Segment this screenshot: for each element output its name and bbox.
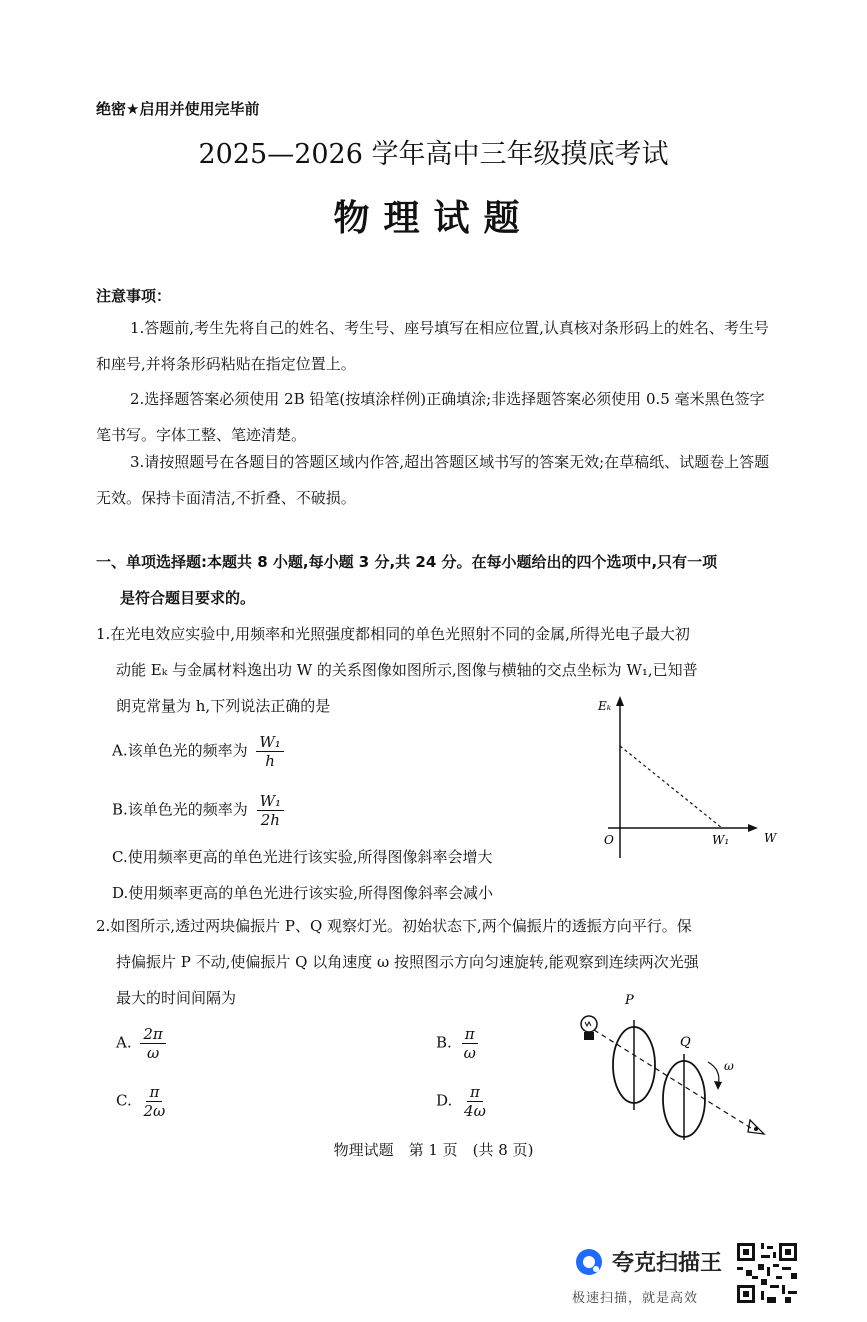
q2-option-a[interactable]	[116, 1025, 166, 1062]
q2-option-d-numerator: π	[467, 1083, 483, 1102]
q2-option-d-denominator: 4ω	[464, 1102, 486, 1120]
watermark-app-name: 夸克扫描王	[612, 1251, 723, 1276]
q1-option-c[interactable]: C.使用频率更高的单色光进行该实验,所得图像斜率会增大	[112, 848, 493, 866]
q1-option-a-denominator: h	[265, 752, 275, 770]
section-heading-line2: 是符合题目要求的。	[120, 589, 256, 607]
quark-logo-icon	[574, 1247, 604, 1277]
q2-option-a-fraction	[140, 1025, 165, 1062]
q2-option-b-letter: B.	[436, 1033, 452, 1052]
q1-ek-w-graph	[590, 690, 780, 870]
note-item-3: 3.请按照题号在各题目的答题区域内作答,超出答题区域书写的答案无效;在草稿纸、试题卷上答题无效。保持卡面清洁,不折叠、不破损。	[96, 453, 770, 507]
graph-x-arrow-icon	[748, 824, 758, 832]
exam-title: 2025—2026 学年高中三年级摸底考试	[198, 139, 669, 170]
page-footer: 物理试题 第 1 页 (共 8 页)	[333, 1141, 534, 1159]
q1-line1: 1.在光电效应实验中,用频率和光照强度都相同的单色光照射不同的金属,所得光电子最大初	[96, 625, 690, 643]
q2-option-b-numerator: π	[462, 1025, 478, 1044]
graph-line	[620, 746, 722, 828]
q2-line1: 2.如图所示,透过两块偏振片 P、Q 观察灯光。初始状态下,两个偏振片的透振方向平行。保	[96, 917, 692, 935]
q1-option-b-text: B.该单色光的频率为	[112, 800, 248, 819]
q2-option-b[interactable]	[436, 1025, 479, 1062]
label-p: P	[625, 993, 634, 1008]
q2-option-a-numerator: 2π	[140, 1025, 165, 1044]
q2-line3: 最大的时间间隔为	[116, 989, 237, 1007]
q1-option-a-text: A.该单色光的频率为	[112, 741, 248, 760]
q1-option-a-numerator: W₁	[256, 733, 283, 752]
q2-option-d-letter: D.	[436, 1091, 453, 1110]
graph-x-label: W	[764, 831, 777, 845]
graph-intercept-label: W₁	[712, 833, 730, 847]
q1-option-b[interactable]	[112, 792, 284, 829]
notes-heading: 注意事项：	[96, 287, 172, 305]
q2-option-a-denominator: ω	[146, 1044, 160, 1062]
q2-option-d[interactable]	[436, 1083, 489, 1120]
graph-y-arrow-icon	[616, 696, 624, 706]
q1-option-d[interactable]: D.使用频率更高的单色光进行该实验,所得图像斜率会减小	[112, 884, 494, 902]
q1-option-b-fraction	[257, 792, 284, 829]
q1-option-b-numerator: W₁	[257, 792, 284, 811]
q2-option-c-numerator: π	[146, 1083, 162, 1102]
note-item-1: 1.答题前,考生先将自己的姓名、考生号、座号填写在相应位置,认真核对条形码上的姓名、考生号和座号,并将条形码粘贴在指定位置上。	[96, 319, 769, 373]
q2-option-c[interactable]	[116, 1083, 168, 1120]
q2-option-c-letter: C.	[116, 1091, 132, 1110]
q2-polarizer-figure	[572, 990, 777, 1140]
subject-title: 物理试题	[333, 197, 534, 239]
q1-option-a-fraction	[256, 733, 283, 770]
q2-line2: 持偏振片 P 不动,使偏振片 Q 以角速度 ω 按照图示方向匀速旋转,能观察到连续两次光强	[116, 953, 699, 971]
label-q: Q	[680, 1035, 691, 1050]
graph-origin-label: O	[604, 833, 614, 847]
qr-code-icon	[734, 1240, 800, 1306]
watermark-slogan: 极速扫描，就是高效	[572, 1291, 699, 1306]
q2-option-d-fraction	[461, 1083, 489, 1120]
lamp-icon	[581, 1016, 597, 1040]
eye-icon	[748, 1120, 764, 1134]
q2-option-a-letter: A.	[116, 1033, 132, 1052]
note-item-2: 2.选择题答案必须使用 2B 铅笔(按填涂样例)正确填涂;非选择题答案必须使用 0.5 毫米黑色签字笔书写。字体工整、笔迹清楚。	[96, 390, 765, 444]
q1-option-b-denominator: 2h	[260, 811, 280, 829]
q2-option-c-fraction	[141, 1083, 169, 1120]
rotation-arrowhead-icon	[714, 1081, 722, 1090]
q1-line3: 朗克常量为 h,下列说法正确的是	[116, 697, 331, 715]
section-heading	[96, 544, 780, 616]
confidential-label: 绝密★启用并使用完毕前	[96, 100, 260, 118]
q2-option-c-denominator: 2ω	[143, 1102, 166, 1120]
graph-y-label: Eₖ	[598, 699, 612, 713]
q2-option-b-denominator: ω	[463, 1044, 476, 1062]
label-omega: ω	[724, 1059, 734, 1073]
section-heading-line1: 一、单项选择题:本题共 8 小题,每小题 3 分,共 24 分。在每小题给出的四个选项中,只有一项	[96, 553, 718, 571]
q1-line2: 动能 Eₖ 与金属材料逸出功 W 的关系图像如图所示,图像与横轴的交点坐标为 W₁,已知普	[116, 661, 698, 679]
q2-option-b-fraction	[461, 1025, 479, 1062]
q1-option-a[interactable]	[112, 733, 284, 770]
light-path-line	[594, 1030, 754, 1130]
